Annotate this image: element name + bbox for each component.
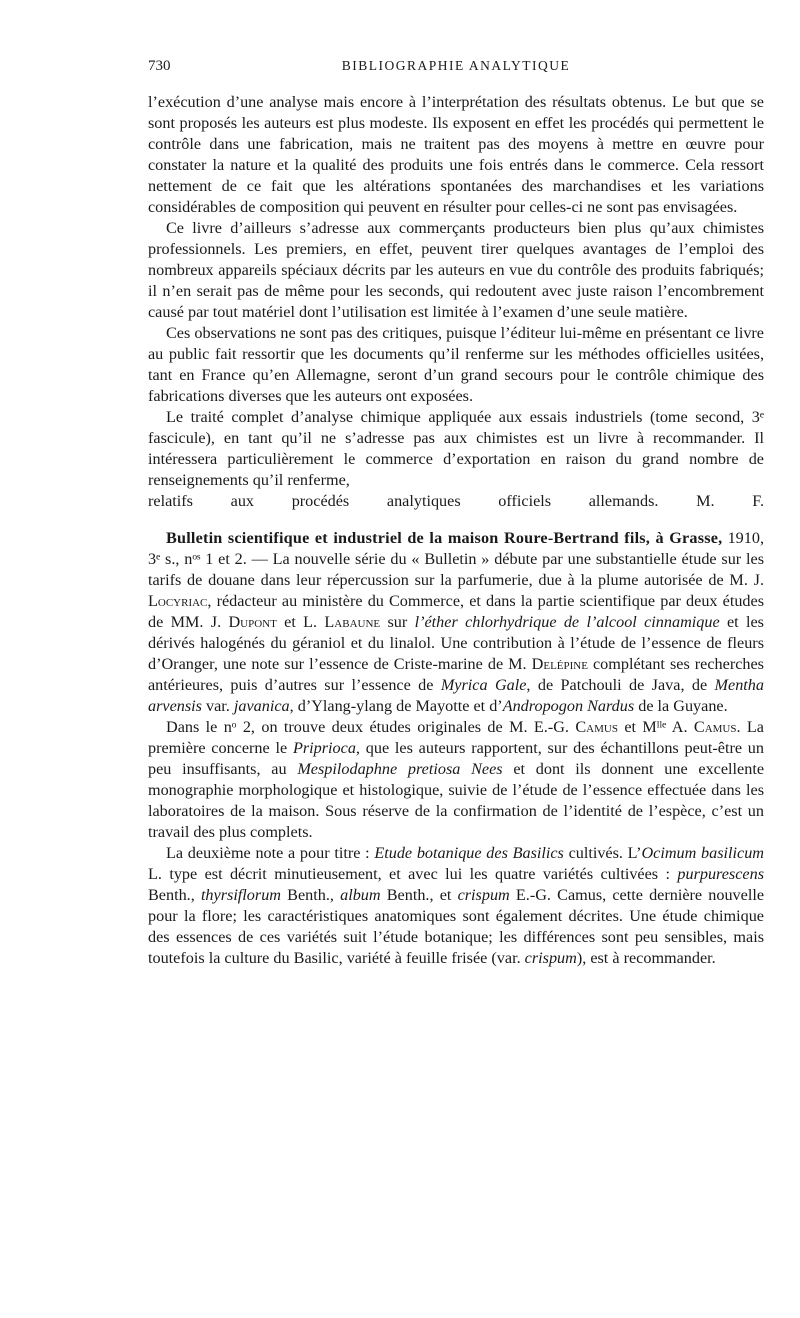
text-run: Benth., et	[380, 886, 458, 904]
author-name: Dupont	[228, 613, 277, 631]
species-name: Mespilodaphne pretiosa Nees	[297, 760, 503, 778]
text-run: et dont ils donnent une excellente monographie morphologique et histologique, suivie de l’étude de l’essence effectuée dans les laboratoires de la maison. Sous réserve de la confirmation de l’identité de l’espèce, c’est un travail des plus complets.	[148, 760, 765, 841]
text-run: , de Patchouli de Java, de	[526, 676, 715, 694]
italic-title: Etude botanique des Basilics	[374, 844, 564, 862]
author-name: Delépine	[531, 655, 588, 673]
species-name: javanica	[233, 697, 290, 715]
text-run: Benth.,	[280, 886, 341, 904]
author-name: Labaune	[324, 613, 381, 631]
text-run: Dans le nᵒ 2, on trouve deux études originales de M. E.-G.	[166, 718, 576, 736]
review2-paragraph-1	[148, 528, 764, 717]
species-name: Mentha arvensis	[148, 676, 764, 715]
body-text	[148, 92, 764, 969]
page-number: 730	[148, 58, 171, 74]
text-run: L. type est décrit minutieusement, et avec lui les quatre variétés cultivées :	[148, 865, 678, 883]
review1-paragraph-3: Ces observations ne sont pas des critiques, puisque l’éditeur lui-même en présentant ce livre au public fait ressortir que les documents qu’il renferme sur les méthodes officielles usitées, tant en France qu’en Allemagne, seront d’un grand secours pour le contrôle chimique des fabrications diverses que les auteurs ont exposées.	[148, 324, 764, 405]
species-name: Ocimum basilicum	[641, 844, 764, 862]
text-run: La deuxième note a pour titre :	[166, 844, 375, 862]
text-run: complétant ses recherches antérieures, puis d’autres sur l’essence de	[148, 655, 764, 694]
author-name: Camus	[693, 718, 737, 736]
text-run: et les dérivés halogénés du géraniol et du linalol. Une contribution à l’étude de l’essence de fleurs d’Oranger, une note sur l’essence de Criste-marine de M.	[148, 613, 764, 673]
text-run: , d’Ylang-ylang de Mayotte et d’	[289, 697, 503, 715]
running-title: BIBLIOGRAPHIE ANALYTIQUE	[341, 58, 571, 73]
review1-paragraph-1: l’exécution d’une analyse mais encore à l’interprétation des résultats obtenus. Le but que se sont proposés les auteurs est plus modeste. Ils exposent en effet les procédés qui permettent le contrôle dans une fabrication, mais ne traitent pas des moyens à mettre en œuvre pour constater la nature et la qualité des produits une fois entrés dans le commerce. Cela ressort nettement de ce fait que les altérations spontanées des marchandises et les variations considérables de composition qui peuvent en résulter pour celles-ci ne sont pas envisagées.	[148, 93, 764, 216]
text-run: . La première concerne le	[148, 718, 764, 757]
text-run: , rédacteur au ministère du Commerce, et dans la partie scientifique par deux études de MM. J.	[148, 592, 764, 631]
italic-term: l’éther chlorhydrique de l’alcool cinnamique	[414, 613, 720, 631]
text-run: de la Guyane.	[634, 697, 728, 715]
text-run: ), est à recommander.	[576, 949, 716, 967]
text-run: 1910, 3ᵉ s., nᵒˢ 1 et 2. — La nouvelle série du « Bulletin » débute par une substantielle étude sur les tarifs de douane dans leur répercussion sur la parfumerie, due à la plume autorisée de M. J.	[148, 529, 765, 589]
review1-closing-text: relatifs aux procédés analytiques officiels allemands.	[148, 492, 659, 510]
review2-heading: Bulletin scientifique et industriel de la maison Roure-Bertrand fils, à Grasse,	[166, 529, 723, 547]
author-name: Locyriac	[148, 592, 208, 610]
species-name: crispum	[524, 949, 577, 967]
species-name: thyrsiflorum	[200, 886, 281, 904]
species-name: Priprioca	[292, 739, 356, 757]
review1-signature: M. F.	[696, 492, 764, 510]
species-name: purpurescens	[677, 865, 764, 883]
review1-closing-line	[148, 491, 764, 512]
species-name: crispum	[457, 886, 510, 904]
text-run: et L.	[276, 613, 325, 631]
text-run: , que les auteurs rapportent, sur des échantillons peut-être un peu insuffisants, au	[148, 739, 764, 778]
species-name: Andropogon Nardus	[502, 697, 635, 715]
text-run: var.	[201, 697, 234, 715]
species-name: Myrica Gale	[440, 676, 527, 694]
review1-paragraph-4: Le traité complet d’analyse chimique appliquée aux essais industriels (tome second, 3ᵉ fascicule), en tant qu’il ne s’adresse pas aux chimistes est un livre à recommander. Il intéressera particulièrement le commerce d’exportation en raison du grand nombre de renseignements qu’il renferme,	[148, 408, 764, 489]
author-name: Camus	[575, 718, 618, 736]
text-run: cultivés. L’	[563, 844, 642, 862]
text-run: sur	[380, 613, 415, 631]
review1-paragraph-2: Ce livre d’ailleurs s’adresse aux commerçants producteurs bien plus qu’aux chimistes professionnels. Les premiers, en effet, peuvent tirer quelques avantages de l’emploi des nombreux appareils spéciaux décrits par les auteurs en vue du contrôle des produits fabriqués; il n’en serait pas de même pour les seconds, qui redoutent avec juste raison l’encombrement causé par tout matériel dont l’utilisation est limitée à l’examen d’une seule matière.	[148, 219, 764, 321]
review2-paragraph-3	[148, 843, 764, 969]
text-run: et Mˡˡᵉ A.	[617, 718, 694, 736]
review2-paragraph-2	[148, 717, 764, 843]
species-name: album	[340, 886, 381, 904]
running-head	[148, 58, 764, 80]
text-run: Benth.,	[148, 886, 201, 904]
section-gap	[148, 512, 764, 528]
text-run: E.-G. Camus, cette dernière nouvelle pour la flore; les caractéristiques anatomiques sont également décrites. Une étude chimique des essences de ces variétés suit l’étude botanique; les différences sont peu sensibles, mais toutefois la culture du Basilic, variété à feuille frisée (var.	[148, 886, 764, 967]
